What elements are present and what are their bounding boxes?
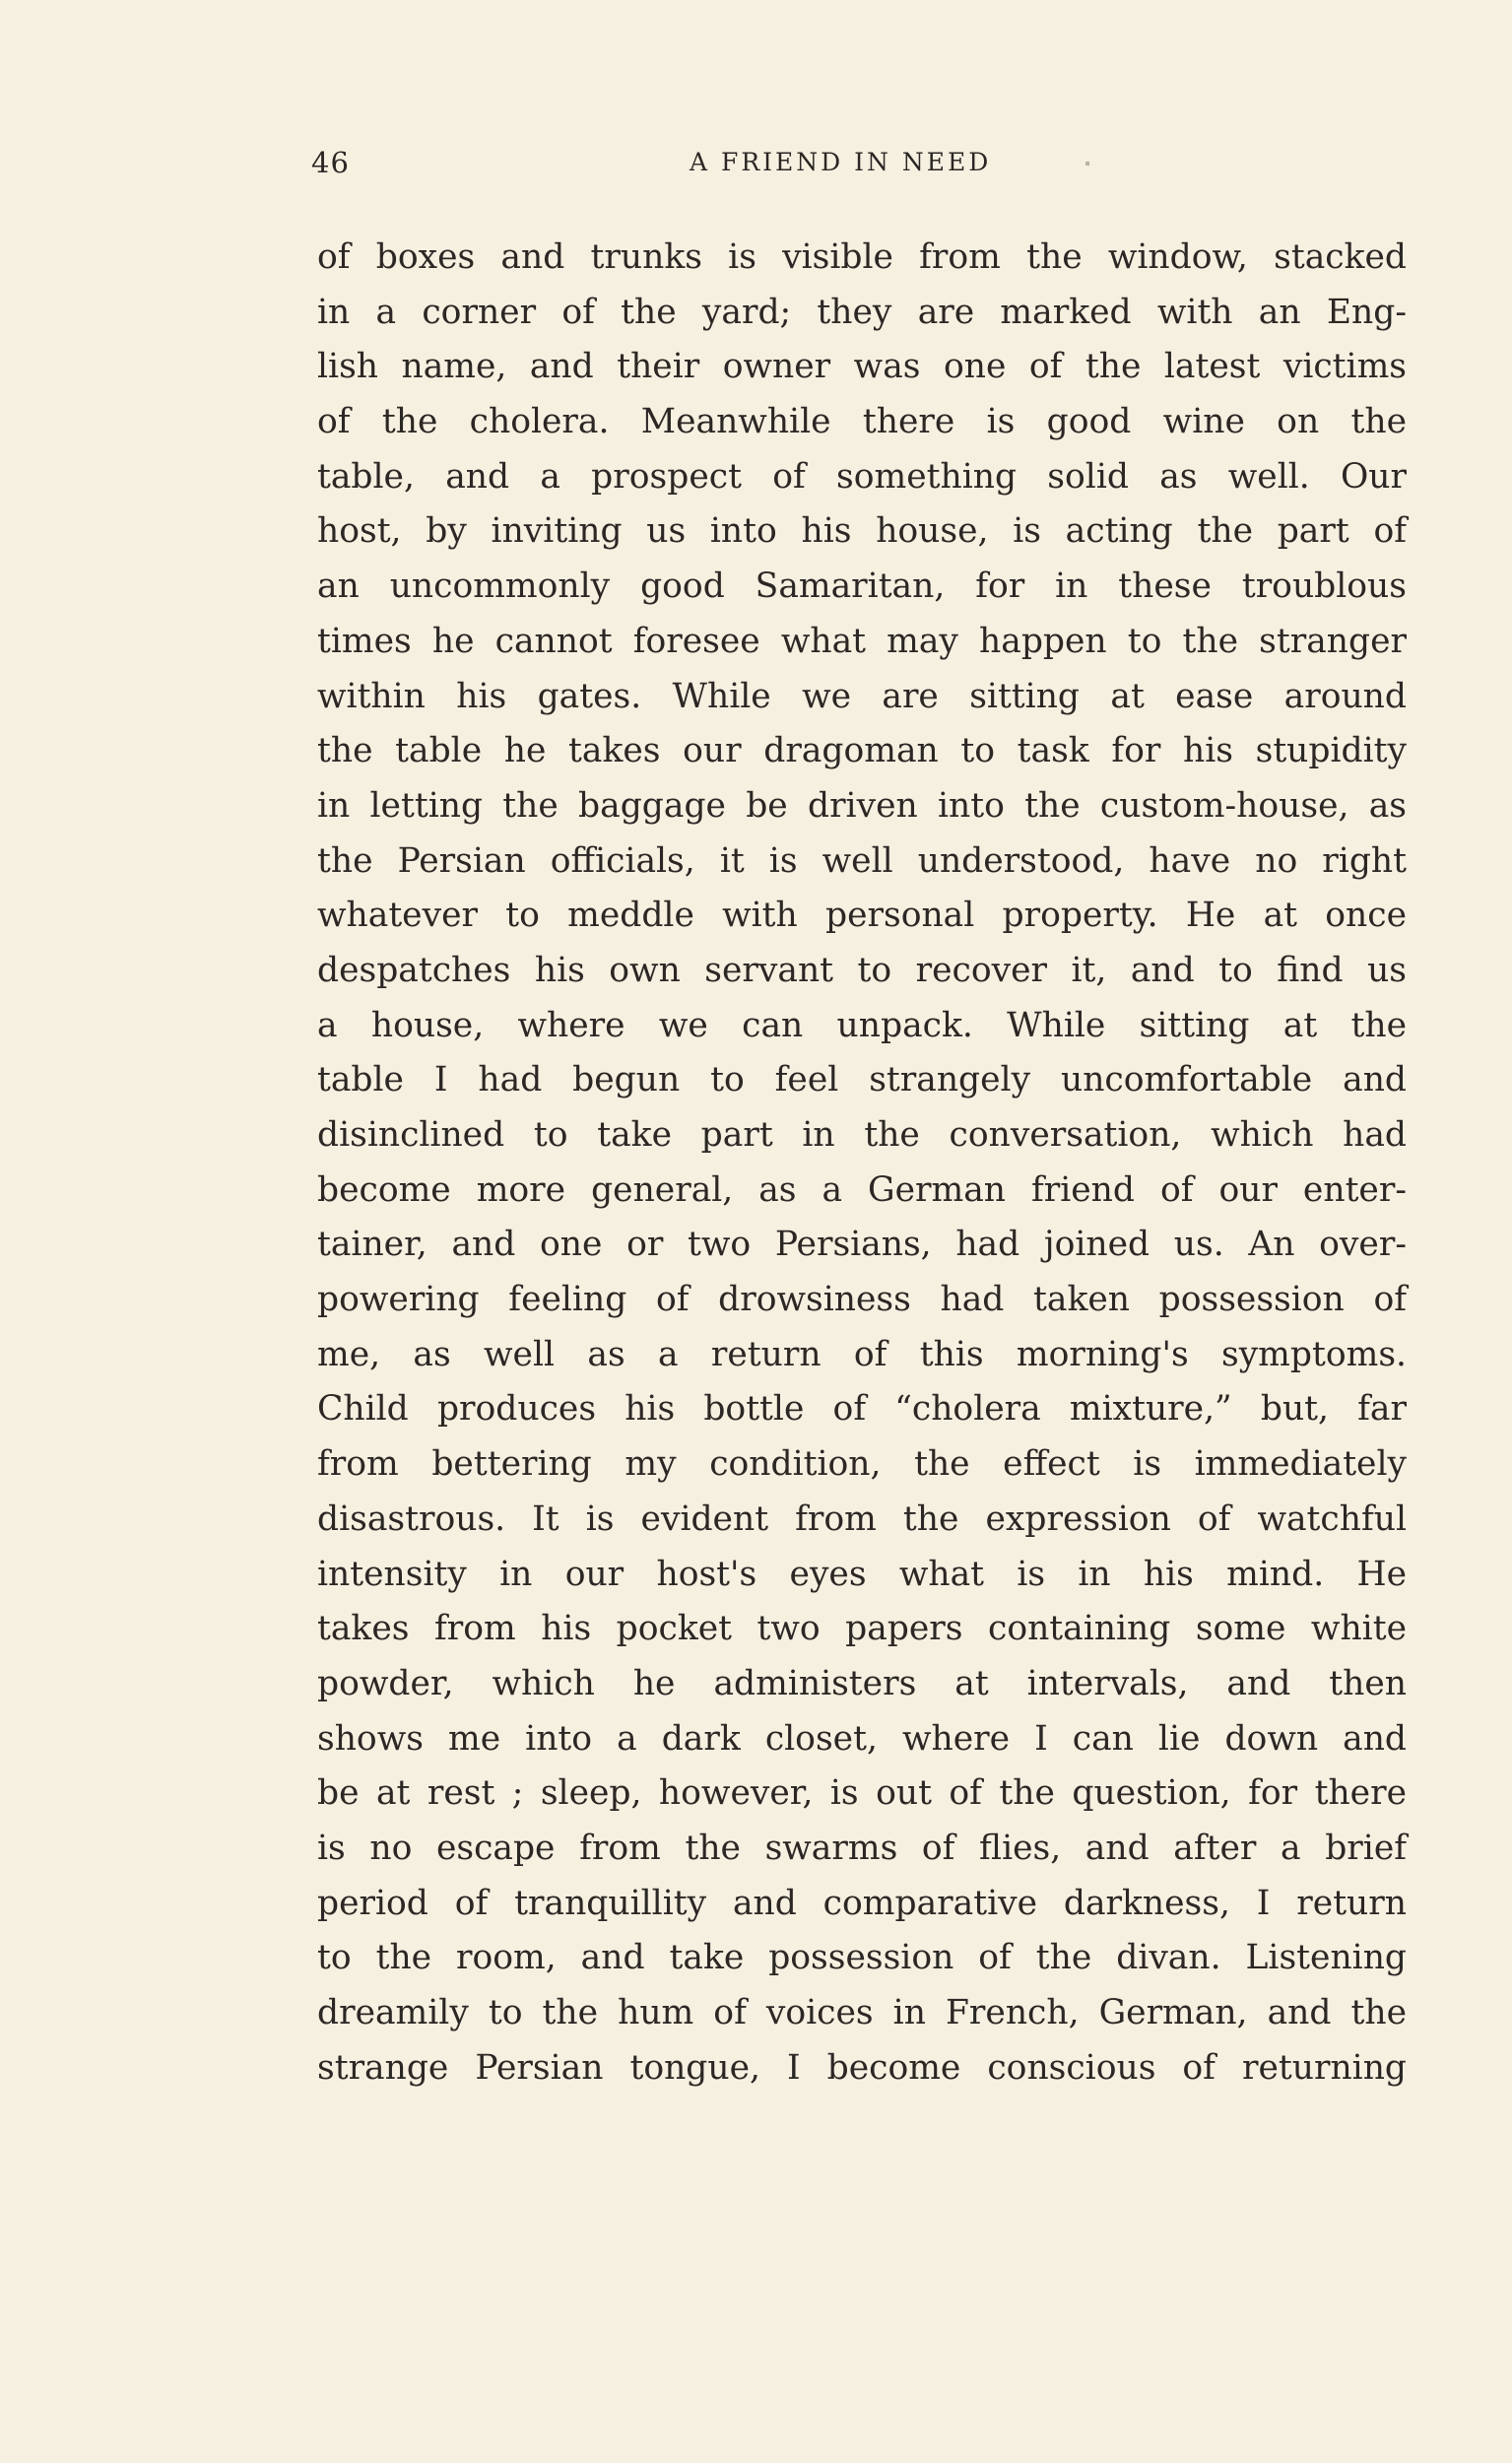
text-line: lish name, and their owner was one of the latest victims [317,347,1407,387]
text-line: Child produces his bottle of “cholera mixture,” but, far [317,1389,1407,1430]
text-line: the table he takes our dragoman to task for his stupidity [317,731,1407,771]
text-line: in letting the baggage be driven into the custom-house, as [317,785,1407,826]
text-line: whatever to meddle with personal property. He at once [317,896,1407,936]
text-line: table I had begun to feel strangely uncomfortable and [317,1060,1407,1100]
text-line: of the cholera. Meanwhile there is good wine on the [317,402,1407,442]
text-line: takes from his pocket two papers containing some white [317,1609,1407,1649]
text-line: within his gates. While we are sitting at ease around [317,676,1407,716]
text-line: despatches his own servant to recover it, and to find us [317,950,1407,990]
text-line: tainer, and one or two Persians, had joined us. An over- [317,1225,1407,1265]
running-head: A FRIEND IN NEED [690,148,992,176]
body-text [317,231,1407,2096]
text-line: be at rest ; sleep, however, is out of the question, for there [317,1773,1407,1814]
text-line: disinclined to take part in the conversation, which had [317,1115,1407,1155]
text-line: from bettering my condition, the effect is immediately [317,1444,1407,1485]
text-line: me, as well as a return of this morning's symptoms. [317,1334,1407,1374]
text-line: strange Persian tongue, I become conscious of returning [317,2047,1407,2088]
text-line: powering feeling of drowsiness had taken possession of [317,1280,1407,1320]
text-line: the Persian officials, it is well understood, have no right [317,840,1407,881]
text-line: become more general, as a German friend of our enter- [317,1169,1407,1210]
text-line: times he cannot foresee what may happen to the stranger [317,621,1407,661]
print-speck [1085,162,1089,166]
text-line: is no escape from the swarms of flies, and after a brief [317,1828,1407,1868]
text-line: host, by inviting us into his house, is acting the part of [317,511,1407,552]
text-line: to the room, and take possession of the divan. Listening [317,1938,1407,1978]
text-line: a house, where we can unpack. While sitting at the [317,1005,1407,1045]
page-header [311,146,1405,185]
text-line: powder, which he administers at intervals, and then [317,1663,1407,1703]
text-line: table, and a prospect of something solid as well. Our [317,456,1407,497]
text-line: period of tranquillity and comparative darkness, I return [317,1883,1407,1923]
text-line: dreamily to the hum of voices in French, German, and the [317,1993,1407,2032]
text-line: an uncommonly good Samaritan, for in these troublous [317,566,1407,607]
text-line: in a corner of the yard; they are marked with an Eng- [317,292,1407,332]
text-line: intensity in our host's eyes what is in his mind. He [317,1554,1407,1594]
page-number: 46 [311,146,350,179]
text-line: shows me into a dark closet, where I can lie down and [317,1718,1407,1759]
text-line: disastrous. It is evident from the expression of watchful [317,1498,1407,1539]
text-line: of boxes and trunks is visible from the window, stacked [317,237,1407,277]
